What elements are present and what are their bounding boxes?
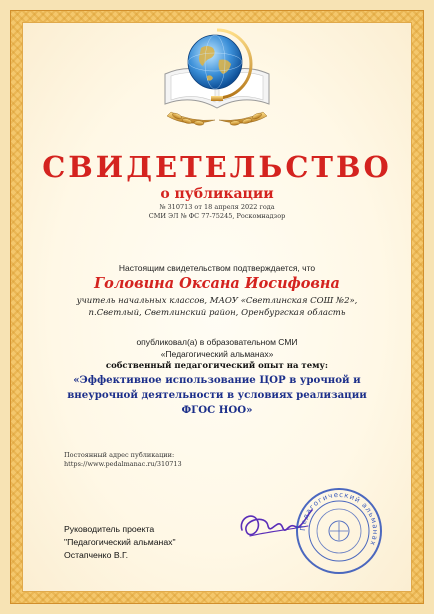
topic-line-3: ФГОС НОО» bbox=[181, 404, 253, 416]
recipient-location: п.Светлый, Светлинский район, Оренбургская область bbox=[88, 308, 346, 318]
certificate-number: № 310713 от 18 апреля 2022 года bbox=[159, 203, 275, 211]
head-title: Руководитель проекта bbox=[64, 524, 155, 534]
experience-text: собственный педагогический опыт на тему: bbox=[105, 361, 329, 371]
confirm-text: Настоящим свидетельством подтверждается, что bbox=[118, 263, 316, 273]
head-name: Остапченко В.Г. bbox=[64, 550, 129, 560]
stamp-ring-text: Педагогический альманах bbox=[298, 490, 380, 548]
published-text: опубликовал(а) в образовательном СМИ bbox=[136, 337, 298, 347]
smi-name: «Педагогический альманах» bbox=[160, 349, 274, 359]
smi-registration: СМИ ЭЛ № ФС 77-75245, Роскомнадзор bbox=[148, 212, 286, 220]
publication-url[interactable]: https://www.pedalmanac.ru/310713 bbox=[64, 460, 182, 468]
recipient-position: учитель начальных классов, МАОУ «Светлинская СОШ №2», bbox=[76, 296, 358, 306]
certificate-title: СВИДЕТЕЛЬСТВО bbox=[42, 150, 392, 184]
head-project: "Педагогический альманах" bbox=[64, 537, 176, 547]
globe-book-emblem-icon bbox=[157, 16, 277, 134]
topic-line-1: «Эффективное использование ЦОР в урочной и bbox=[73, 374, 361, 386]
laurel-icon bbox=[167, 112, 267, 126]
stamp-icon bbox=[294, 486, 384, 576]
recipient-name: Головина Оксана Иосифовна bbox=[94, 275, 340, 292]
address-label: Постоянный адрес публикации: bbox=[64, 451, 175, 459]
certificate-subtitle: о публикации bbox=[160, 186, 274, 202]
topic-line-2: внеурочной деятельности в условиях реализации bbox=[67, 389, 367, 401]
